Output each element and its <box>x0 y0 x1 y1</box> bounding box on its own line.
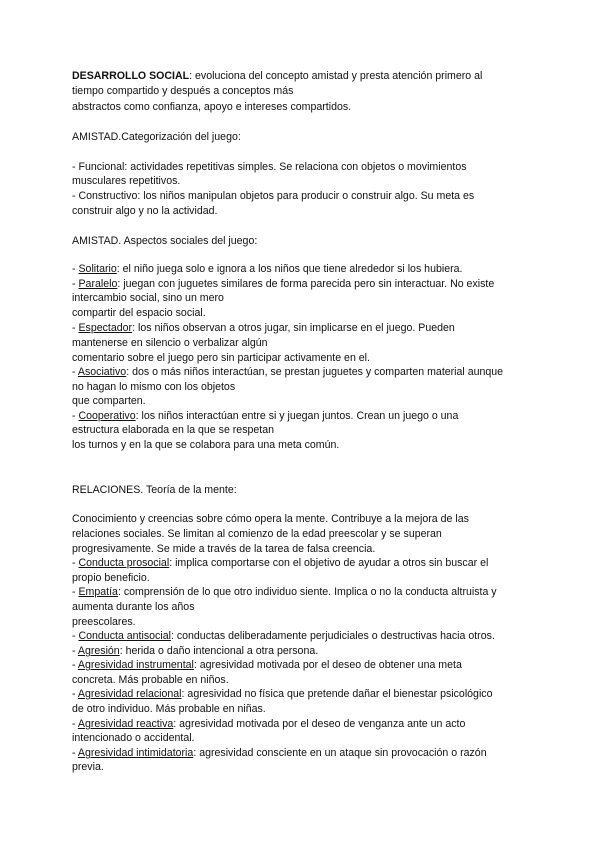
relaciones-intro-line-3: progresivamente. Se mide a través de la tarea de falsa creencia. <box>72 543 376 555</box>
term-empatia: Empatía <box>78 586 118 598</box>
asociativo-line-2: no hagan lo mismo con los objetos <box>72 381 236 393</box>
espectador-line-3: comentario sobre el juego pero sin participar activamente en el. <box>72 352 370 364</box>
item-agresion: - Agresión: herida o daño intencional a otra persona. <box>72 645 319 657</box>
heading-relaciones: RELACIONES. Teoría de la mente: <box>72 484 237 496</box>
item-conducta-antisocial: - Conducta antisocial: conductas deliberadamente perjudiciales o destructivas hacia otros. <box>72 630 495 642</box>
funcional-line-2: musculares repetitivos. <box>72 175 181 187</box>
intro-line-2: tiempo compartido y después a conceptos más <box>72 85 294 97</box>
intimidatoria-line-2: previa. <box>72 761 104 773</box>
term-paralelo: Paralelo <box>78 278 118 290</box>
term-agresion: Agresión <box>77 645 120 657</box>
term-agresividad-reactiva: Agresividad reactiva <box>77 718 174 730</box>
relaciones-intro-line-2: relaciones sociales. Se limitan al comienzo de la edad preescolar y se superan <box>72 528 442 540</box>
term-agresividad-relacional: Agresividad relacional <box>77 688 182 700</box>
item-cooperativo: - Cooperativo: los niños interactúan entre si y juegan juntos. Crean un juego o una <box>72 410 459 422</box>
intro-line-3: abstractos como confianza, apoyo e intereses compartidos. <box>72 101 352 113</box>
heading-amistad-aspectos: AMISTAD. Aspectos sociales del juego: <box>72 235 258 247</box>
relaciones-intro-line-1: Conocimiento y creencias sobre cómo opera la mente. Contribuye a la mejora de las <box>72 513 469 525</box>
item-empatia: - Empatía: comprensión de lo que otro individuo siente. Implica o no la conducta altruista y <box>72 586 497 598</box>
empatia-line-2: aumenta durante los años <box>72 601 195 613</box>
item-agresividad-instrumental: - Agresividad instrumental: agresividad motivada por el deseo de obtener una meta <box>72 659 462 671</box>
item-solitario: - Solitario: el niño juega solo e ignora a los niños que tiene alrededor si los hubiera. <box>72 263 463 275</box>
cooperativo-line-2: estructura elaborada en la que se respetan <box>72 424 275 436</box>
item-agresividad-relacional: - Agresividad relacional: agresividad no física que pretende dañar el bienestar psicológico <box>72 688 493 700</box>
term-espectador: Espectador <box>78 322 133 334</box>
term-agresividad-intimidatoria: Agresividad intimidatoria <box>77 747 194 759</box>
term-cooperativo: Cooperativo <box>78 410 136 422</box>
intro-line-1: DESARROLLO SOCIAL: evoluciona del concepto amistad y presta atención primero al <box>72 70 483 82</box>
item-paralelo: - Paralelo: juegan con juguetes similares de forma parecida pero sin interactuar. No existe <box>72 278 495 290</box>
prosocial-line-2: propio beneficio. <box>72 572 150 584</box>
term-conducta-antisocial: Conducta antisocial <box>78 630 171 642</box>
term-asociativo: Asociativo <box>77 366 127 378</box>
term-conducta-prosocial: Conducta prosocial <box>78 557 170 569</box>
instrumental-line-2: concreta. Más probable en niños. <box>72 674 229 686</box>
constructivo-line-1: - Constructivo: los niños manipulan objetos para producir o construir algo. Su meta es <box>72 190 475 202</box>
term-solitario: Solitario <box>78 263 117 275</box>
relacional-line-2: de otro individuo. Más probable en niñas. <box>72 703 266 715</box>
item-agresividad-reactiva: - Agresividad reactiva: agresividad motivada por el deseo de venganza ante un acto <box>72 718 466 730</box>
item-espectador: - Espectador: los niños observan a otros jugar, sin implicarse en el juego. Pueden <box>72 322 455 334</box>
constructivo-line-2: construir algo y no la actividad. <box>72 205 218 217</box>
empatia-line-3: preescolares. <box>72 616 136 628</box>
item-asociativo: - Asociativo: dos o más niños interactúan, se prestan juguetes y comparten material aunque <box>72 366 504 378</box>
espectador-line-2: mantenerse en silencio o verbalizar algún <box>72 337 268 349</box>
asociativo-line-3: que comparten. <box>72 395 146 407</box>
reactiva-line-2: intencionado o accidental. <box>72 732 195 744</box>
funcional-line-1: - Funcional: actividades repetitivas simples. Se relaciona con objetos o movimientos <box>72 161 467 173</box>
term-agresividad-instrumental: Agresividad instrumental <box>77 659 194 671</box>
item-conducta-prosocial: - Conducta prosocial: implica comportarse con el objetivo de ayudar a otros sin buscar el <box>72 557 489 569</box>
heading-desarrollo-social: DESARROLLO SOCIAL <box>72 70 190 82</box>
paralelo-line-3: compartir del espacio social. <box>72 307 206 319</box>
paralelo-line-2: intercambio social, sino un mero <box>72 292 224 304</box>
item-agresividad-intimidatoria: - Agresividad intimidatoria: agresividad consciente en un ataque sin provocación o razón <box>72 747 487 759</box>
cooperativo-line-3: los turnos y en la que se colabora para una meta común. <box>72 439 340 451</box>
heading-amistad-categorizacion: AMISTAD.Categorización del juego: <box>72 131 241 143</box>
